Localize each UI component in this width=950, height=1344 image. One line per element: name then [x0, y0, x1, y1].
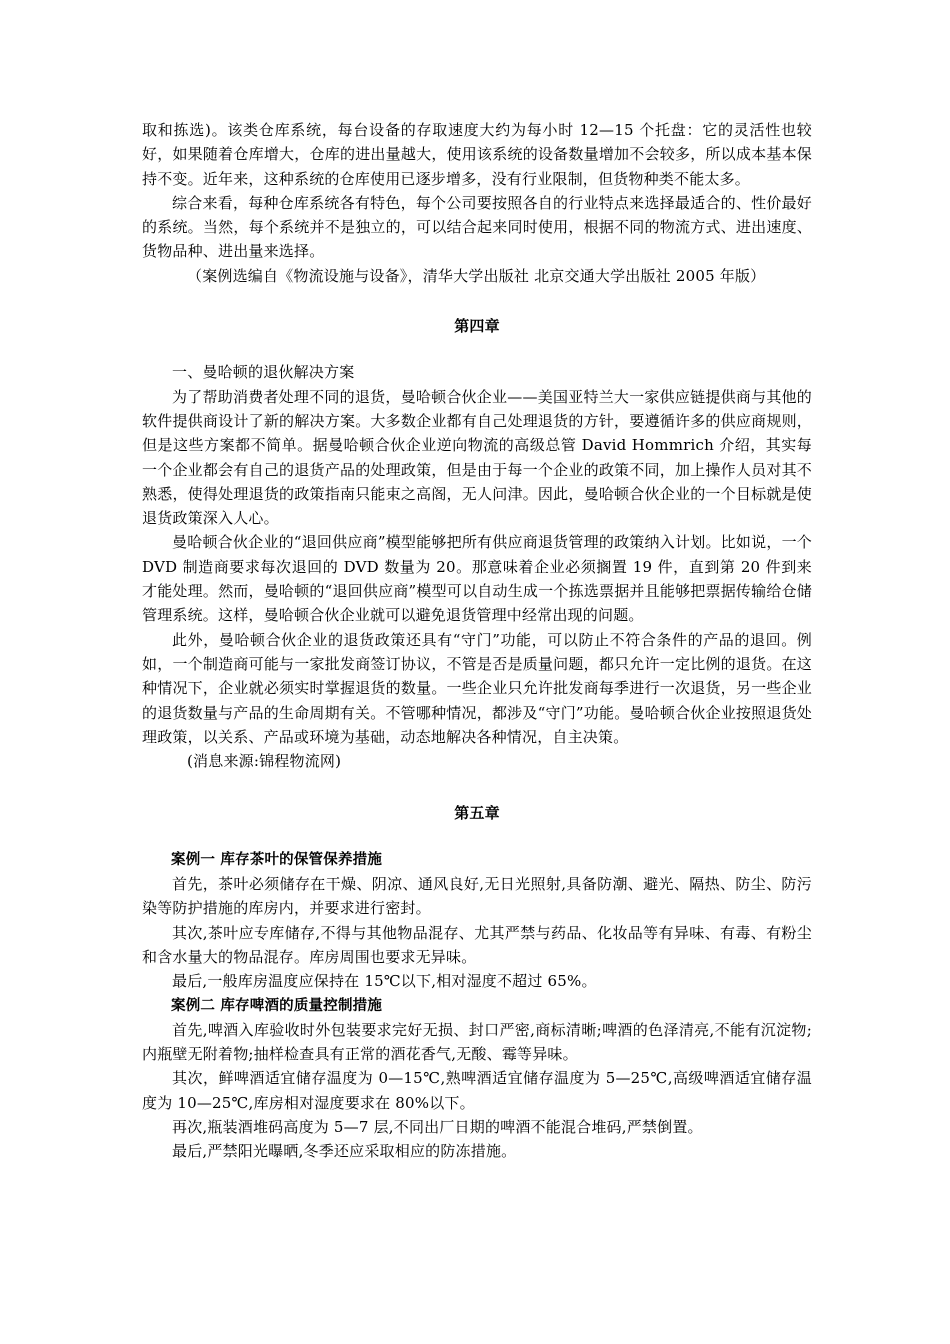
case-2-paragraph-1: 首先,啤酒入库验收时外包装要求完好无损、封口严密,商标清晰;啤酒的色泽清亮,不能有沉淀物;内瓶壁无附着物;抽样检查具有正常的酒花香气,无酸、霉等异味。 — [142, 1020, 812, 1064]
chapter-4-paragraph-1: 为了帮助消费者处理不同的退货，曼哈顿合伙企业——美国亚特兰大一家供应链提供商与其他的软件提供商设计了新的解决方案。大多数企业都有自己处理退货的方针，要遵循许多的供应商规则，但是这些方案都不简单。据曼哈顿合伙企业逆向物流的高级总管 David Hommrich 介绍，其实每一个企业都会有自己的退货产品的处理政策，但是由于每一个企业的政策不同，加上操作人员对其不熟悉，使得处理退货的政策指南只能束之高阁，无人问津。因此，曼哈顿合伙企业的一个目标就是使退货政策深入人心。 — [142, 387, 812, 528]
paragraph-summary: 综合来看，每种仓库系统各有特色，每个公司要按照各自的行业特点来选择最适合的、性价最好的系统。当然，每个系统并不是独立的，可以结合起来同时使用，根据不同的物流方式、进出速度、货物品种、进出量来选择。 — [142, 193, 812, 261]
chapter-5-title: 第五章 — [454, 804, 500, 823]
case-2-title: 案例二 库存啤酒的质量控制措施 — [171, 997, 383, 1014]
chapter-4-source: (消息来源:锦程物流网) — [187, 752, 342, 771]
case-2-paragraph-2: 其次，鲜啤酒适宜储存温度为 0—15℃,熟啤酒适宜储存温度为 5—25℃,高级啤酒适宜储存温度为 10—25℃,库房相对湿度要求在 80%以下。 — [142, 1069, 812, 1112]
chapter-4-section-title: 一、曼哈顿的退伙解决方案 — [172, 363, 355, 382]
chapter-4-paragraph-3: 此外，曼哈顿合伙企业的退货政策还具有“守门”功能，可以防止不符合条件的产品的退回。例如，一个制造商可能与一家批发商签订协议，不管是否是质量问题，都只允许一定比例的退货。在这种情况下，企业就必须实时掌握退货的数量。一些企业只允许批发商每季进行一次退货，另一些企业的退货数量与产品的生命周期有关。不管哪种情况，都涉及“守门”功能。曼哈顿合伙企业按照退货处理政策，以关系、产品或环境为基础，动态地解决各种情况，自主决策。 — [142, 630, 812, 746]
case-2-paragraph-4: 最后,严禁阳光曝晒,冬季还应采取相应的防冻措施。 — [172, 1142, 517, 1161]
case-1-title: 案例一 库存茶叶的保管保养措施 — [171, 851, 383, 868]
case-1-paragraph-3: 最后,一般库房温度应保持在 15℃以下,相对湿度不超过 65%。 — [172, 972, 597, 991]
case-1-paragraph-2: 其次,茶叶应专库储存,不得与其他物品混存、尤其严禁与药品、化妆品等有异味、有毒、有粉尘和含水量大的物品混存。库房周围也要求无异味。 — [142, 923, 812, 966]
source-citation: （案例选编自《物流设施与设备》，清华大学出版社 北京交通大学出版社 2005 年版） — [187, 266, 766, 285]
document-body — [142, 118, 812, 1164]
case-2-paragraph-3: 再次,瓶装酒堆码高度为 5—7 层,不同出厂日期的啤酒不能混合堆码,严禁倒置。 — [172, 1117, 703, 1136]
paragraph-continued: 取和拣选)。该类仓库系统，每台设备的存取速度大约为每小时 12—15 个托盘：它的灵活性也较好，如果随着仓库增大，仓库的进出量越大，使用该系统的设备数量增加不会较多，所以成本基本保持不变。近年来，这种系统的仓库使用已逐步增多，没有行业限制，但货物种类不能太多。 — [142, 121, 812, 188]
chapter-4-paragraph-2: 曼哈顿合伙企业的“退回供应商”模型能够把所有供应商退货管理的政策纳入计划。比如说，一个 DVD 制造商要求每次退回的 DVD 数量为 20。那意味着企业必须搁置 19 件，直到第 20 件到来才能处理。然而，曼哈顿的“退回供应商”模型可以自动生成一个拣选票据并且能够把票据传输给仓储管理系统。这样，曼哈顿合伙企业就可以避免退货管理中经常出现的问题。 — [142, 533, 812, 625]
case-1-paragraph-1: 首先，茶叶必须储存在干燥、阴凉、通风良好,无日光照射,具备防潮、避光、隔热、防尘、防污染等防护措施的库房内，并要求进行密封。 — [142, 875, 812, 918]
chapter-4-title: 第四章 — [454, 317, 500, 336]
